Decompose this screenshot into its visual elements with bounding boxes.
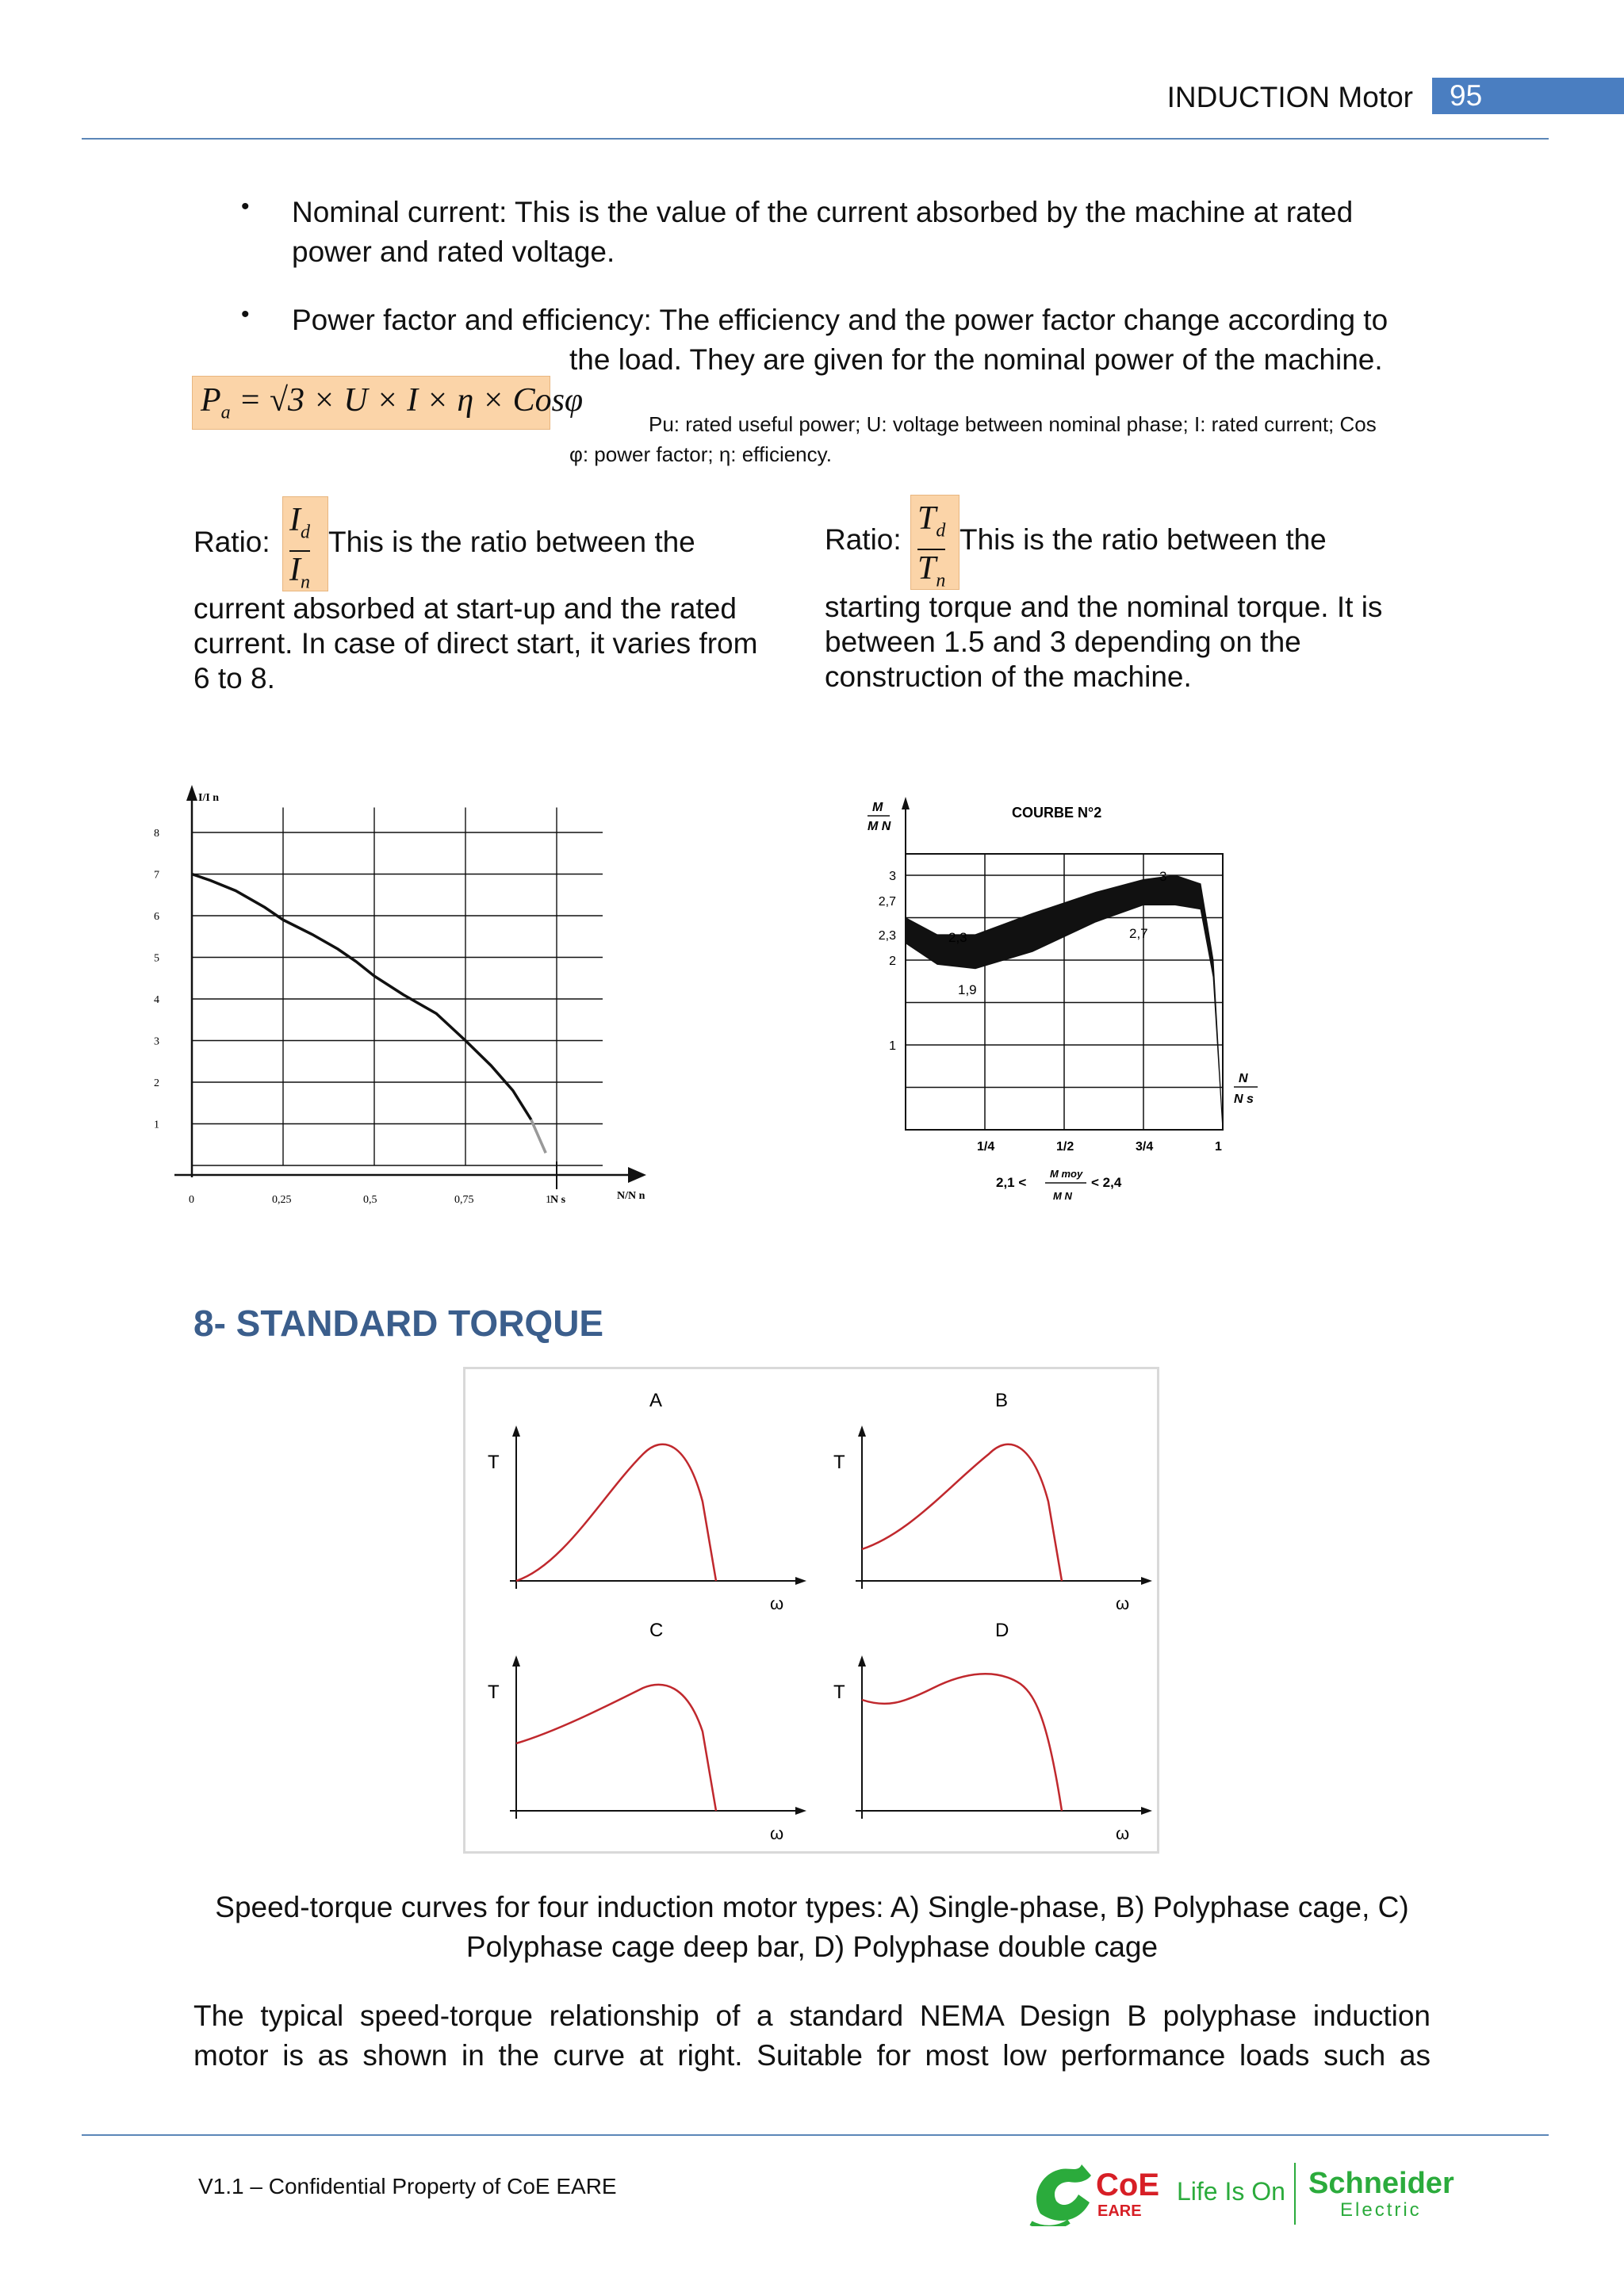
panel-ylabel: T	[488, 1682, 500, 1703]
bullet-1-line-2: power and rated voltage.	[292, 235, 615, 268]
x-tick-label: 1	[546, 1194, 551, 1206]
speed-torque-panel	[833, 1620, 1152, 1843]
figure-caption-line-2: Polyphase cage deep bar, D) Polyphase double cage	[465, 1931, 1159, 1963]
panel-xlabel: ω	[770, 1823, 784, 1843]
formula-legend-2: φ: power factor; η: efficiency.	[569, 442, 832, 466]
ratio-left-line: current absorbed at start-up and the rated	[193, 592, 737, 625]
speed-torque-panels	[465, 1369, 1157, 1851]
formula-box	[192, 376, 584, 430]
y-tick-label: 6	[154, 911, 159, 923]
coe-logo-icon	[1023, 2158, 1102, 2226]
y-tick-label: 4	[154, 994, 159, 1006]
logo-leaf	[1036, 2164, 1091, 2221]
footer-text: V1.1 – Confidential Property of CoE EARE	[198, 2174, 617, 2198]
x-tick-label: 3/4	[1136, 1140, 1154, 1154]
y-tick-label: 2	[889, 955, 896, 968]
y-tick-label: 1	[889, 1039, 896, 1053]
speed-torque-panel	[488, 1390, 806, 1613]
annotation-2-3: 2,3	[948, 930, 967, 945]
torque-axis-arrow	[858, 1425, 866, 1437]
x-tick-label: 1	[1215, 1140, 1222, 1154]
header-rule	[82, 138, 1549, 140]
electric-logo-text: Electric	[1340, 2199, 1422, 2221]
panel-label: B	[995, 1390, 1009, 1411]
bullet-1-line-1: Nominal current: This is the value of the current absorbed by the machine at rated	[292, 196, 1354, 228]
y-tick-label: 8	[154, 828, 159, 840]
chart-axes	[174, 785, 646, 1189]
fraction-denominator: T	[917, 550, 936, 587]
ratio-right-label: Ratio:	[825, 523, 902, 556]
panel-label: C	[649, 1620, 664, 1641]
ratio-right-line: between 1.5 and 3 depending on the	[825, 626, 1301, 658]
formula-subscript: a	[220, 402, 231, 423]
fraction-denominator-sub: n	[936, 570, 946, 591]
fraction-denominator-sub: n	[301, 572, 310, 593]
formula-legend-1: Pu: rated useful power; U: voltage between nominal phase; I: rated current; Cos	[649, 412, 1377, 436]
ratio-left-line: current. In case of direct start, it varies from	[193, 627, 758, 660]
panel-label: A	[649, 1390, 663, 1411]
ratio-left-line: 6 to 8.	[193, 662, 275, 695]
x-tick-label: 1/4	[977, 1140, 995, 1154]
panel-ylabel: T	[488, 1452, 500, 1473]
speed-torque-figure	[463, 1367, 1159, 1854]
current-curve	[192, 874, 531, 1120]
torque-curve	[862, 1445, 1062, 1581]
panel-ylabel: T	[833, 1452, 845, 1473]
speed-axis-arrow	[1141, 1807, 1152, 1815]
chart-grid	[192, 808, 603, 1166]
torque-axis-arrow	[512, 1425, 520, 1437]
logo-divider	[1294, 2163, 1296, 2225]
moy-formula-den: M N	[1053, 1190, 1072, 1202]
speed-torque-panel	[488, 1620, 806, 1843]
speed-torque-panel	[833, 1390, 1152, 1613]
fraction-denominator: I	[289, 552, 301, 589]
ratio-left-fraction	[285, 502, 315, 601]
chart-title: COURBE N°2	[1012, 805, 1102, 821]
x-tick-label: 0,5	[363, 1194, 377, 1206]
coe-logo-text: CoE	[1096, 2168, 1159, 2202]
moy-formula-right: < 2,4	[1091, 1175, 1122, 1190]
speed-axis-arrow	[795, 1807, 806, 1815]
annotation-3: 3	[1159, 869, 1167, 884]
x-tick-labels	[977, 1140, 1222, 1154]
annotation-2-7: 2,7	[1129, 926, 1148, 941]
panel-xlabel: ω	[1116, 1594, 1130, 1613]
x-tick-label: 0,25	[272, 1194, 292, 1206]
x-tick-labels	[189, 1194, 551, 1206]
page-number: 95	[1432, 78, 1624, 114]
bullet-dot: •	[241, 193, 250, 220]
x-tick-label: 0,75	[454, 1194, 474, 1206]
torque-axis-arrow	[858, 1655, 866, 1667]
ratio-left-body	[193, 591, 757, 696]
ratio-right-body	[825, 590, 1382, 695]
footer-rule	[82, 2134, 1549, 2136]
eare-logo-text: EARE	[1097, 2202, 1142, 2220]
formula-rest: = √3 × U × I × η × Cosφ	[230, 382, 584, 419]
moy-formula-num: M moy	[1050, 1168, 1083, 1180]
paragraph-line-2: motor is as shown in the curve at right. Suitable for most low performance loads such as	[193, 2039, 1431, 2072]
torque-curve	[516, 1445, 716, 1581]
y-tick-label: 3	[154, 1035, 159, 1048]
paragraph-line-1: The typical speed-torque relationship of a standard NEMA Design B polyphase induction	[193, 1999, 1431, 2032]
chart-ylabel-num: M	[872, 801, 883, 814]
power-formula	[201, 381, 583, 423]
ratio-left-label: Ratio:	[193, 526, 270, 558]
y-tick-label: 2	[154, 1077, 159, 1089]
panel-xlabel: ω	[1116, 1823, 1130, 1843]
fraction-numerator-sub: d	[301, 522, 310, 543]
moy-formula-left: 2,1 <	[996, 1175, 1027, 1190]
current-speed-chart	[143, 785, 666, 1213]
ratio-right-fraction-box	[910, 495, 959, 590]
schneider-logo-text: Schneider	[1308, 2167, 1454, 2200]
ratio-left-after: This is the ratio between the	[328, 526, 695, 558]
bullet-dot: •	[241, 301, 250, 327]
torque-axis-arrow	[512, 1655, 520, 1667]
x-axis-arrow	[628, 1167, 646, 1183]
ratio-right-line: starting torque and the nominal torque. It is	[825, 591, 1383, 623]
current-curve-tail	[531, 1119, 546, 1153]
y-axis-arrow	[186, 785, 197, 801]
y-tick-label: 2,3	[878, 928, 896, 943]
bullet-2-line-2: the load. They are given for the nominal power of the machine.	[569, 343, 1383, 376]
chart-ylabel: I/I n	[198, 792, 220, 804]
chart-xlabel-den: N s	[1234, 1093, 1254, 1106]
torque-curve	[516, 1685, 716, 1811]
torque-curve	[862, 1674, 1062, 1811]
section-heading: 8- STANDARD TORQUE	[193, 1303, 604, 1344]
annotation-1-9: 1,9	[958, 982, 977, 997]
ratio-right-after: This is the ratio between the	[959, 523, 1327, 556]
logo-swoosh	[1031, 2221, 1069, 2226]
figure-caption-line-1: Speed-torque curves for four induction motor types: A) Single-phase, B) Polyphase cage, C)	[215, 1891, 1409, 1923]
fraction-numerator: I	[289, 502, 301, 538]
y-tick-label: 7	[154, 869, 159, 882]
panel-xlabel: ω	[770, 1594, 784, 1613]
chart-ylabel-den: M N	[868, 820, 891, 833]
x-tick-label: 1/2	[1056, 1140, 1074, 1154]
y-tick-labels	[154, 828, 159, 1131]
chart-ns-label: N s	[550, 1194, 566, 1206]
speed-axis-arrow	[1141, 1577, 1152, 1585]
panel-label: D	[995, 1620, 1009, 1641]
y-tick-labels	[879, 870, 896, 1053]
y-tick-label: 1	[154, 1119, 159, 1131]
header-title: INDUCTION Motor	[1166, 81, 1413, 113]
ratio-left-fraction-box	[282, 496, 328, 591]
x-tick-label: 0	[189, 1194, 194, 1206]
y-tick-label: 2,7	[878, 895, 896, 909]
torque-band-chart	[856, 789, 1285, 1221]
formula-symbol: P	[201, 382, 221, 419]
fraction-numerator-sub: d	[936, 520, 946, 541]
chart-xlabel-num: N	[1239, 1072, 1248, 1085]
y-axis-arrow	[902, 797, 910, 809]
life-is-on-tagline: Life Is On	[1177, 2177, 1285, 2206]
y-tick-label: 3	[889, 870, 896, 883]
ratio-right-line: construction of the machine.	[825, 660, 1192, 693]
ratio-right-fraction	[913, 500, 950, 599]
y-tick-label: 5	[154, 952, 159, 965]
panel-ylabel: T	[833, 1682, 845, 1703]
bullet-2-line-1: Power factor and efficiency: The efficiency and the power factor change according to	[292, 304, 1388, 336]
speed-axis-arrow	[795, 1577, 806, 1585]
fraction-numerator: T	[917, 500, 936, 537]
chart-xlabel: N/N n	[617, 1190, 645, 1202]
